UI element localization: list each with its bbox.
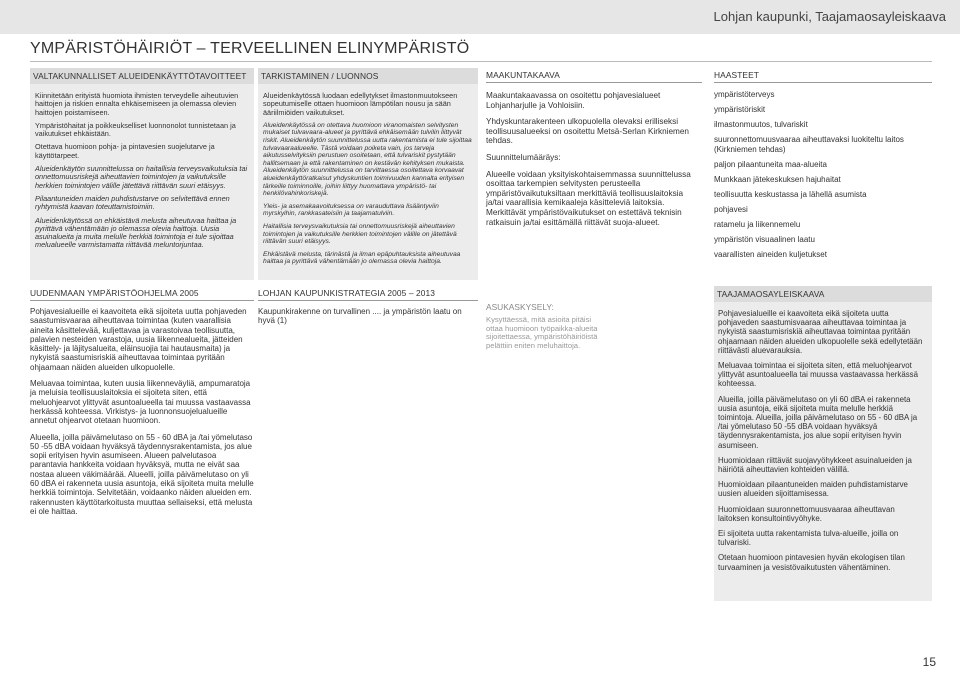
tarkistaminen-paragraph: Alueidenkäytössä luodaan edellytykset ilmastonmuutokseen sopeutumiselle ottaen huomioon lämpötilan nousu ja sään ääriilmiöiden vaikutukset. (263, 91, 458, 117)
lohjan-section (258, 286, 478, 333)
title-divider (30, 61, 932, 62)
maakuntakaava-paragraph: Maakuntakaavassa on osoitettu pohjavesialueet Lohjanharjulle ja Vohloisiin. (486, 91, 661, 110)
maakuntakaava-paragraph: Yhdyskuntarakenteen ulkopuolella olevaksi erilliseksi teollisuusalueeksi on osoitettu Metsä-Serlan Kirkniemen tehdas. (486, 117, 689, 146)
haasteet-section (714, 68, 932, 265)
valtakunnalliset-paragraph: Ympäristöhaitat ja poikkeukselliset luonnonolot tunnistetaan ja vaikutukset ehkäistään. (35, 120, 236, 139)
haasteet-item: ratamelu ja liikennemelu (714, 220, 801, 229)
haasteet-item: ympäristöriskit (714, 105, 766, 114)
uudenmaan-section (30, 286, 254, 523)
tarkistaminen-paragraph: Yleis- ja asemakaavoituksessa on varauduttava lisääntyviin myrskyihin, rankkasateisiin ja taajamatulviin. (263, 202, 439, 218)
haasteet-item: ympäristön visuaalinen laatu (714, 235, 815, 244)
asukaskysely-text: Kysyttäessä, mitä asioita pitäisi ottaa huomioon työpaikka-alueita sijoitettaessa, ympäristöhäiriöistä pelättiin eniten meluhaittoja. (486, 315, 598, 350)
document-header-title: Lohjan kaupunki, Taajamaosayleiskaava (713, 9, 946, 24)
valtakunnalliset-italic-paragraph: Pilaantuneiden maiden puhdistustarve on selvitettävä ennen ryhtymistä kaavan toteuttamistoimiin. (35, 193, 230, 212)
uudenmaan-paragraph: Pohjavesialueille ei kaavoiteta eikä sijoiteta uutta pohjaveden saastumisvaaraa aiheuttavaa toimintaa (kuten vaarallisia aineita käsittelevää, kuljettavaa ja varastoivaa teollisuutta, palavien nesteiden varastoja, uusia liikennealueita, jätteiden käsittely- ja läjitysalueita, eläinsuojia tai hautausmaita) ja nykyistä saastumisriskiä aiheuttavaa toimintaa pyritään ohjaamaan näiden alueiden ulkopuolelle. (30, 307, 247, 372)
uudenmaan-heading: UUDENMAAN YMPÄRISTÖOHJELMA 2005 (30, 286, 254, 301)
uudenmaan-paragraph: Alueella, joilla päivämelutaso on 55 - 60 dBA ja /tai yömelutaso 50 -55 dBA voidaan hyväksyä täydennysrakentamista, jos alue sopii erityisen hyvin asumiseen. Alueen palvelutasoa parantavia hankkeita voidaan hyväksyä, mutta ne eivät saa nostaa alueen väkimäärää. Alueelli, joilla päivämelutaso on yli 60 dBA ei rakenneta uusia asuntoja, eikä sijoiteta muita melulle herkkiä toimintoja. Selvitetään, voidaanko näiden alueiden em. rakennusten käyttötarkoitusta muuttaa sellaiseksi, että melusta ei ole haittaa. (30, 432, 254, 516)
valtakunnalliset-heading: VALTAKUNNALLISET ALUEIDENKÄYTTÖTAVOITTEET (30, 68, 254, 84)
haasteet-item: ympäristöterveys (714, 90, 775, 99)
valtakunnalliset-paragraph: Kiinnitetään erityistä huomiota ihmisten terveydelle aiheutuvien haittojen ja riskien ennalta ehkäisemiseen ja olemassa olevien haittojen poistamiseen. (35, 91, 239, 117)
lohjan-paragraph: Kaupunkirakenne on turvallinen .... ja ympäristön laatu on hyvä (1) (258, 307, 462, 326)
valtakunnalliset-box (30, 68, 254, 280)
page-title: YMPÄRISTÖHÄIRIÖT – TERVEELLINEN ELINYMPÄRISTÖ (30, 40, 470, 57)
page-number: 15 (922, 655, 936, 669)
haasteet-item: suuronnettomuusvaaraa aiheuttavaksi luokiteltu laitos (Kirkniemen tehdas) (714, 135, 904, 154)
top-bar (0, 0, 960, 34)
asukaskysely-heading: ASUKASKYSELY: (486, 302, 554, 312)
tarkistaminen-heading: TARKISTAMINEN / LUONNOS (258, 68, 478, 84)
haasteet-item: teollisuutta keskustassa ja lähellä asumista (714, 190, 867, 199)
valtakunnalliset-italic-paragraph: Alueidenkäytössä on ehkäistävä melusta aiheutuvaa haittaa ja pyrittävä vähentämään jo olemassa olevia haittoja. Uusia asuinalueita ja muita melulle herkkiä toimintoja ei tule sijoittaa melualueelle varmistamatta riittävää meluntorjuntaa. (35, 215, 237, 250)
taajamaosa-paragraph: Huomioidaan riittävät suojavyöhykkeet asuinalueiden ja häiriötä aiheuttavien kohteiden välillä. (718, 455, 912, 475)
lohjan-heading: LOHJAN KAUPUNKISTRATEGIA 2005 – 2013 (258, 286, 478, 301)
haasteet-heading: HAASTEET (714, 68, 932, 83)
maakuntakaava-paragraph: Suunnittelumääräys: (486, 152, 561, 162)
haasteet-item: Munkkaan jätekeskuksen hajuhaitat (714, 175, 841, 184)
asukaskysely-section (486, 302, 608, 350)
haasteet-item: pohjavesi (714, 205, 748, 214)
taajamaosa-paragraph: Alueilla, joilla päivämelutaso on yli 60 dBA ei rakenneta uusia asuntoja, eikä sijoiteta muita melulle herkkiä toimintoja. Alueilla, joilla päivämelutaso on 55 - 60 dBA ja /tai yömelutaso 50 -55 dBA voidaan hyväksyä täydennysrakentamista, jos alue sopii erityisen hyvin asumiseen. (718, 394, 918, 450)
taajamaosa-paragraph: Ei sijoiteta uutta rakentamista tulva-alueille, joilla on tulvariski. (718, 529, 899, 548)
valtakunnalliset-paragraph: Otettava huomioon pohja- ja pintavesien suojelutarve ja käyttötarpeet. (35, 142, 215, 160)
haasteet-item: vaarallisten aineiden kuljetukset (714, 250, 827, 259)
tarkistaminen-paragraph: Alueidenkäytössä on otettava huomioon viranomaisten selvitysten mukaiset tulvavaara-alueet ja pyrittävä ehkäisemään tulvilin liittyvät riskit. Alueidenkäytön suunnittelussa uutta rakentamista ei tule sijoittaa tulvavaaraalueelle. Tästä voidaan poiketa vain, jos tarveja aikutusselvityksiin perustuen osoitetaan, että tulvariskit pystytään hallitsemaan ja että rakentaminen on kestävän kehityksen mukaista. Alueidenkäytön suunnittelussa on tarvittaessa osoitettava korvaavat alueidenkäyttöratkaisut yhdyskuntien toimivuuden kannalta erityisen tärkeille toiminnoille, joihin liittyy huomattava ympäristö- tai henkilövahinkoriskejä. (263, 121, 472, 198)
taajamaosa-paragraph: Meluavaa toimintaa ei sijoiteta siten, että meluohjearvot ylittyvät asuntoalueella tai muussa vastaavassa herkässä kohteessa. (718, 361, 919, 389)
maakuntakaava-section (486, 68, 702, 234)
taajamaosa-paragraph: Huomioidaan pilaantuneiden maiden puhdistamistarve uusien alueiden sijoittamisessa. (718, 480, 908, 499)
uudenmaan-paragraph: Meluavaa toimintaa, kuten uusia liikenneväyliä, ampumaratoja ja meluisia teollisuuslaitoksia ei sijoiteta siten, että meluohjearvot ylittyvät asuntoalueella tai muussa vastaavassa herkässä kohteessa. Virkistys- ja luonnonsuojelualueille annetut ohjearvot otetaan huomioon. (30, 379, 251, 426)
maakuntakaava-heading: MAAKUNTAKAAVA (486, 68, 702, 83)
haasteet-item: ilmastonmuutos, tulvariskit (714, 120, 808, 129)
haasteet-item: paljon pilaantuneita maa-alueita (714, 160, 827, 169)
tarkistaminen-paragraph: Ehkäistävä melusta, tärinästä ja ilman epäpuhtauksista aiheutuvaa haittaa ja pyrittävä vähentämään jo olemassa olevia haittoja. (263, 250, 461, 266)
taajamaosa-paragraph: Huomioidaan suuronnettomuusvaaraa aiheuttavan laitoksen konsultointivyöhyke. (718, 504, 895, 523)
tarkistaminen-paragraph: Haitallisia terveysvaikutuksia tai onnettomuusriskejä aiheuttavien toimintojen ja vaikutuksille herkkien toimintojen välille on jätettävä riittävän suuri etäisyys. (263, 223, 457, 246)
valtakunnalliset-italic-paragraph: Alueidenkäytön suunnittelussa on haitallisia terveysvaikutuksia tai onnettomuusriskejä aiheuttavien toimintojen ja vaikutuksille herkkien toimintojen välille jätettävä riittävän suuri etäisyys. (35, 164, 248, 190)
taajamaosa-heading: TAAJAMAOSAYLEISKAAVA (714, 286, 932, 302)
taajamaosa-box (714, 286, 932, 601)
tarkistaminen-box (258, 68, 478, 280)
taajamaosa-paragraph: Otetaan huomioon pintavesien hyvän ekologisen tilan turvaaminen ja vesistövaikutusten vähentäminen. (718, 553, 905, 572)
maakuntakaava-paragraph: Alueelle voidaan yksityiskohtaisemmassa suunnittelussa osoittaa tarkempien selvitysten perusteella ympäristövaikutuksiltaan merkittäviä teollisuuslaitoksia ja/tai vaarallisia kemikaaleja käsitteleviä laitoksia. Merkittävät ympäristövaikutukset on estettävä teknisin ratkaisuin ja/tai esittämällä riittävät suoja-alueet. (486, 169, 691, 227)
taajamaosa-paragraph: Pohjavesialueille ei kaavoiteta eikä sijoiteta uutta pohjaveden saastumisvaaraa aiheuttavaa toimintaa ja nykyistä saastumisriskiä aiheuttavaa toimintaa pyritään ohjaamaan näiden alueiden ulkopuolelle sekä edellytetään riittävästi aluevarauksia. (718, 309, 923, 355)
